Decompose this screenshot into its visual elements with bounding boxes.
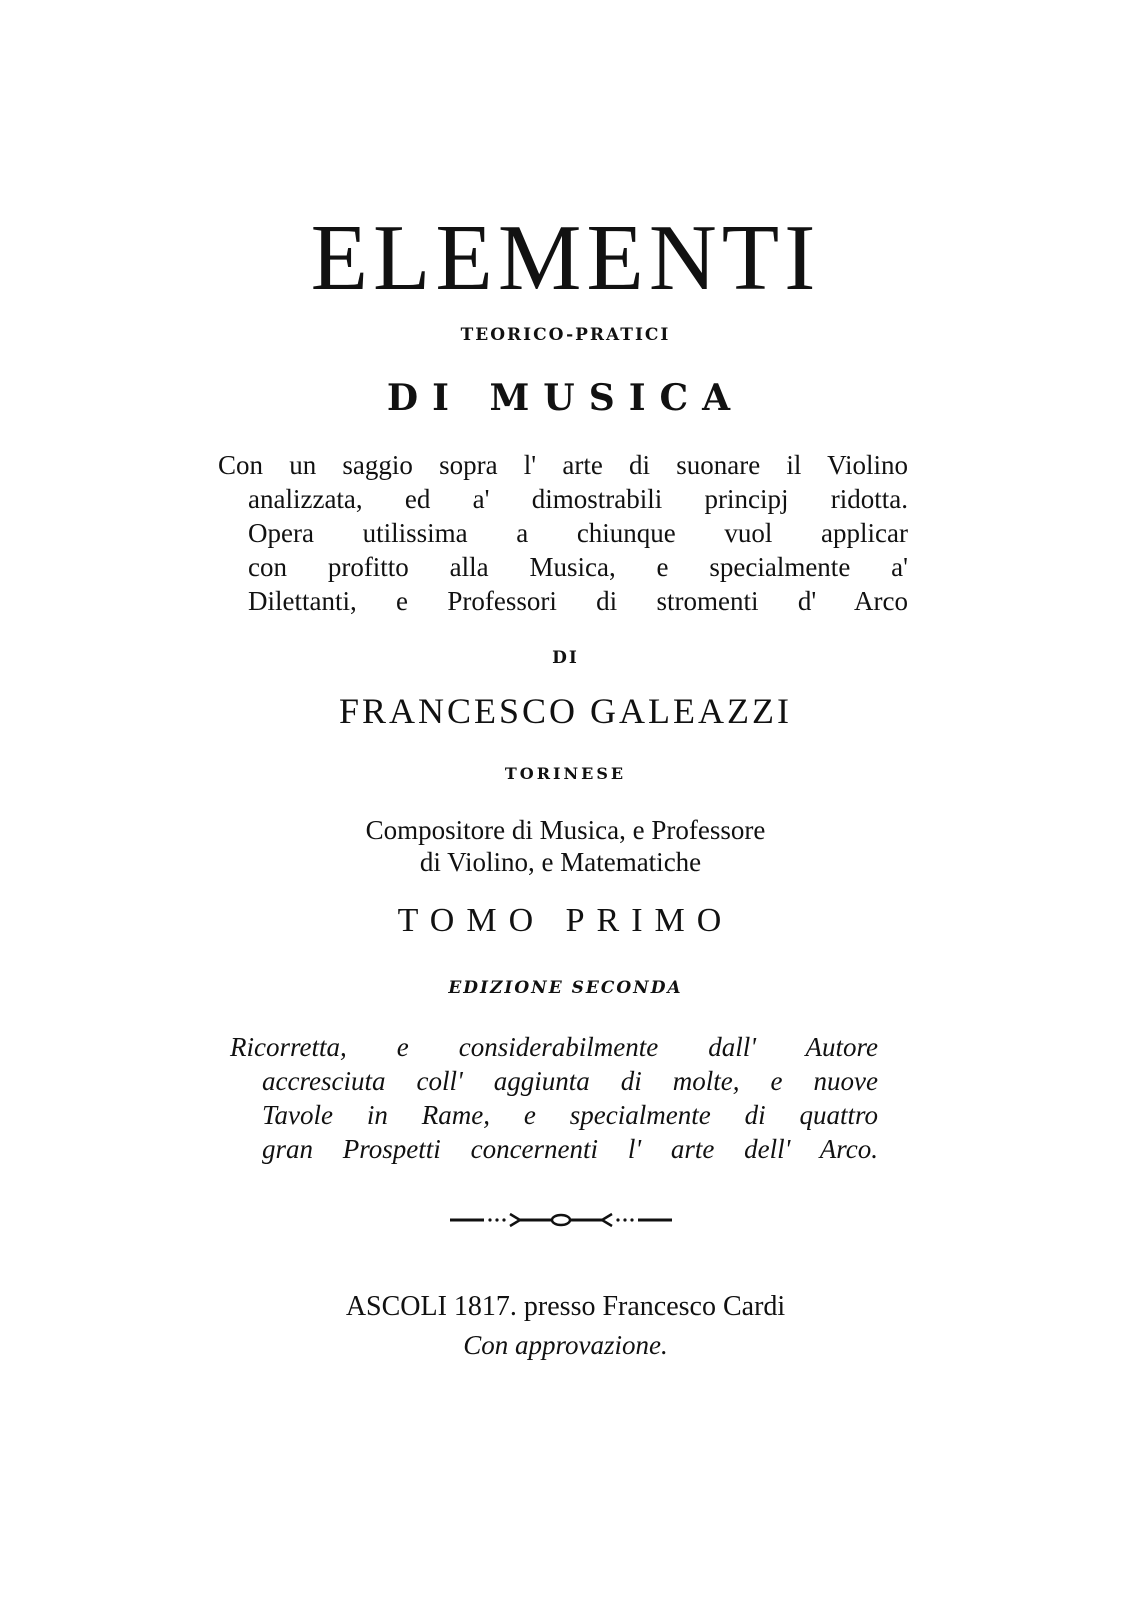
subtitle-small-caps: TEORICO-PRATICI bbox=[460, 325, 671, 345]
author-name: FRANCESCO GALEAZZI bbox=[338, 691, 792, 731]
subject-heading: DI MUSICA bbox=[386, 377, 745, 419]
author-role-line: Compositore di Musica, e Professore bbox=[365, 815, 766, 845]
description-line: Con un saggio sopra l' arte di suonare il Violino bbox=[218, 450, 908, 480]
imprint-line: ASCOLI 1817. presso Francesco Cardi bbox=[345, 1291, 786, 1322]
author-role-line: di Violino, e Matematiche bbox=[419, 847, 702, 877]
edition-note-line: Tavole in Rame, e specialmente di quattro bbox=[262, 1100, 878, 1130]
edition-label: EDIZIONE SECONDA bbox=[448, 978, 683, 998]
ornament-divider bbox=[448, 1210, 674, 1230]
description-line: con profitto alla Musica, e specialmente a' bbox=[248, 552, 908, 582]
description-line: Opera utilissima a chiunque vuol applicar bbox=[248, 518, 908, 548]
by-label: DI bbox=[552, 648, 579, 668]
edition-note-line: Ricorretta, e considerabilmente dall' Autore bbox=[230, 1032, 878, 1062]
book-title: ELEMENTI bbox=[310, 206, 821, 310]
approval-line: Con approvazione. bbox=[463, 1330, 668, 1360]
description-line: analizzata, ed a' dimostrabili principj ridotta. bbox=[248, 484, 908, 514]
volume-label: TOMO PRIMO bbox=[397, 902, 734, 939]
edition-notes-block bbox=[230, 1030, 878, 1166]
edition-note-line: gran Prospetti concernenti l' arte dell' Arco. bbox=[262, 1134, 878, 1164]
description-line: Dilettanti, e Professori di stromenti d' Arco bbox=[248, 586, 908, 616]
description-block bbox=[218, 448, 908, 618]
author-origin: TORINESE bbox=[504, 764, 627, 783]
edition-note-line: accresciuta coll' aggiunta di molte, e nuove bbox=[262, 1066, 878, 1096]
